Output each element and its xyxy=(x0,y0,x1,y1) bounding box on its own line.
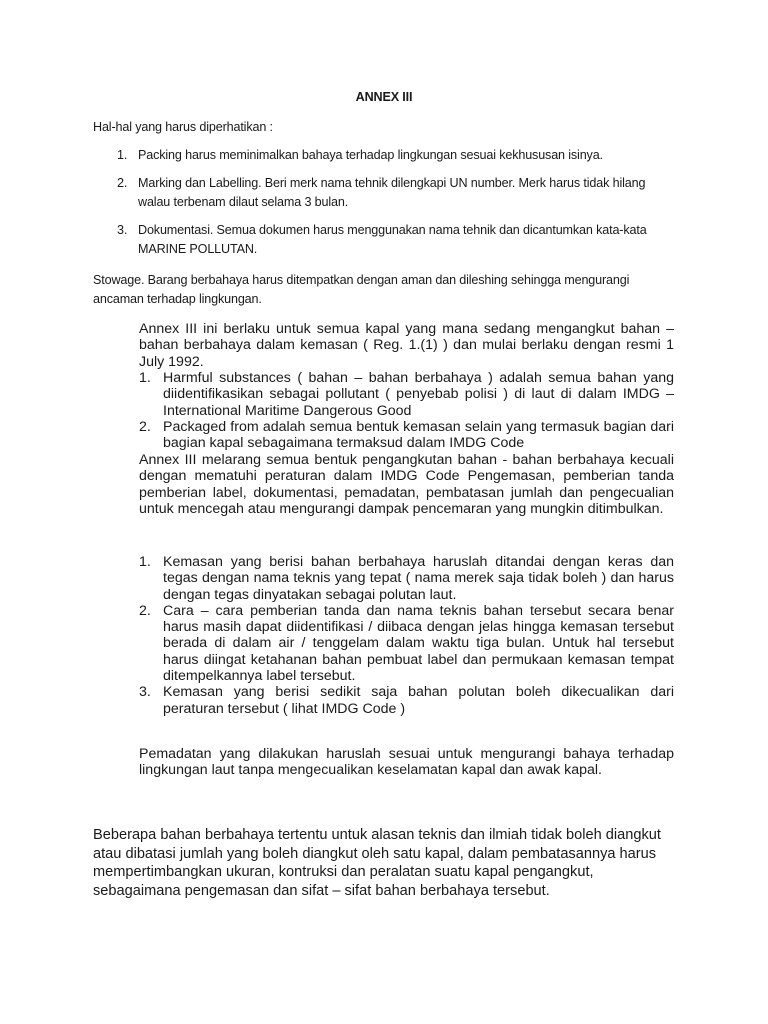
list-item-text: Packing harus meminimalkan bahaya terhadap lingkungan sesuai kekhususan isinya. xyxy=(138,148,603,162)
list-item-number: 2. xyxy=(139,602,151,619)
compaction-paragraph: Pemadatan yang dilakukan haruslah sesuai untuk mengurangi bahaya terhadap lingkungan laut tanpa mengecualikan keselamatan kapal dan awak kapal. xyxy=(139,746,674,779)
list-item xyxy=(93,174,673,212)
list-item-text: Kemasan yang berisi bahan berbahaya haruslah ditandai dengan keras dan tegas dengan nama teknis yang tepat ( nama merek saja tidak boleh ) dan harus dengan tegas dinyatakan sebagai polutan laut. xyxy=(163,554,674,603)
closing-paragraph: Beberapa bahan berbahaya tertentu untuk alasan teknis dan ilmiah tidak boleh diangkut atau dibatasi jumlah yang boleh diangkut oleh satu kapal, dalam pembatasannya harus mempertimbangkan ukuran, kontruksi dan peralatan suatu kapal pengangkut, sebagaimana pengemasan dan sifat – sifat bahan berbahaya tersebut. xyxy=(93,827,661,899)
list-item xyxy=(93,221,673,259)
list-item-text: Kemasan yang berisi sedikit saja bahan polutan boleh dikecualikan dari peraturan tersebut ( lihat IMDG Code ) xyxy=(163,684,674,717)
list-item-text: Packaged from adalah semua bentuk kemasan selain yang termasuk bagian dari bagian kapal sebagaimana termaksud dalam IMDG Code xyxy=(163,418,674,452)
stowage-paragraph: Stowage. Barang berbahaya harus ditempatkan dengan aman dan dileshing sehingga mengurangi ancaman terhadap lingkungan. xyxy=(93,273,630,306)
intro-text: Hal-hal yang harus diperhatikan : xyxy=(93,120,273,134)
list-item-number: 1. xyxy=(117,148,128,162)
page-title-text: ANNEX III xyxy=(355,90,413,104)
list-item-number: 3. xyxy=(139,684,151,701)
rules-list xyxy=(139,554,674,717)
list-item xyxy=(93,146,673,165)
numbered-list-requirements xyxy=(93,146,673,268)
prohibition-paragraph: Annex III melarang semua bentuk pengangkutan bahan - bahan berbahaya kecuali dengan mematuhi peraturan dalam IMDG Code Pengemasan, pemberian tanda pemberian label, dokumentasi, pemadatan, pembatasan jumlah dan pengecualian untuk mencegah atau mengurangi dampak pencemaran yang mungkin ditimbulkan. xyxy=(139,452,674,517)
list-item-text: Marking dan Labelling. Beri merk nama tehnik dilengkapi UN number. Merk harus tidak hilang walau terbenam dilaut selama 3 bulan. xyxy=(138,176,646,209)
list-item xyxy=(139,419,674,452)
list-item xyxy=(139,554,674,603)
list-item-number: 2. xyxy=(117,176,128,190)
annex-apply-paragraph: Annex III ini berlaku untuk semua kapal yang mana sedang mengangkut bahan – bahan berbahaya dalam kemasan ( Reg. 1.(1) ) dan mulai berlaku dengan resmi 1 July 1992. xyxy=(139,321,674,370)
definitions-list xyxy=(139,370,674,451)
list-item-number: 2. xyxy=(139,418,151,435)
list-item xyxy=(139,370,674,419)
list-item-text: Dokumentasi. Semua dokumen harus menggunakan nama tehnik dan dicantumkan kata-kata MARINE POLLUTAN. xyxy=(138,223,647,256)
page-title xyxy=(0,90,768,104)
list-item-number: 1. xyxy=(139,370,151,386)
list-item-number: 3. xyxy=(117,223,128,237)
list-item-number: 1. xyxy=(139,554,151,570)
list-item-text: Harmful substances ( bahan – bahan berbahaya ) adalah semua bahan yang diidentifikasikan sebagai pollutant ( penyebab polisi ) di laut di dalam IMDG – International Maritime Dangerous Good xyxy=(163,370,674,419)
list-item xyxy=(139,684,674,717)
list-item xyxy=(139,603,674,684)
list-item-text: Cara – cara pemberian tanda dan nama teknis bahan tersebut secara benar harus masih dapat diidentifikasi / diibaca dengan jelas hingga kemasan tersebut berada di dalam air / tenggelam dalam waktu tiga bulan. Untuk hal tersebut harus diingat ketahanan bahan pembuat label dan permukaan kemasan tempat ditempelkannya label tersebut. xyxy=(163,602,674,685)
